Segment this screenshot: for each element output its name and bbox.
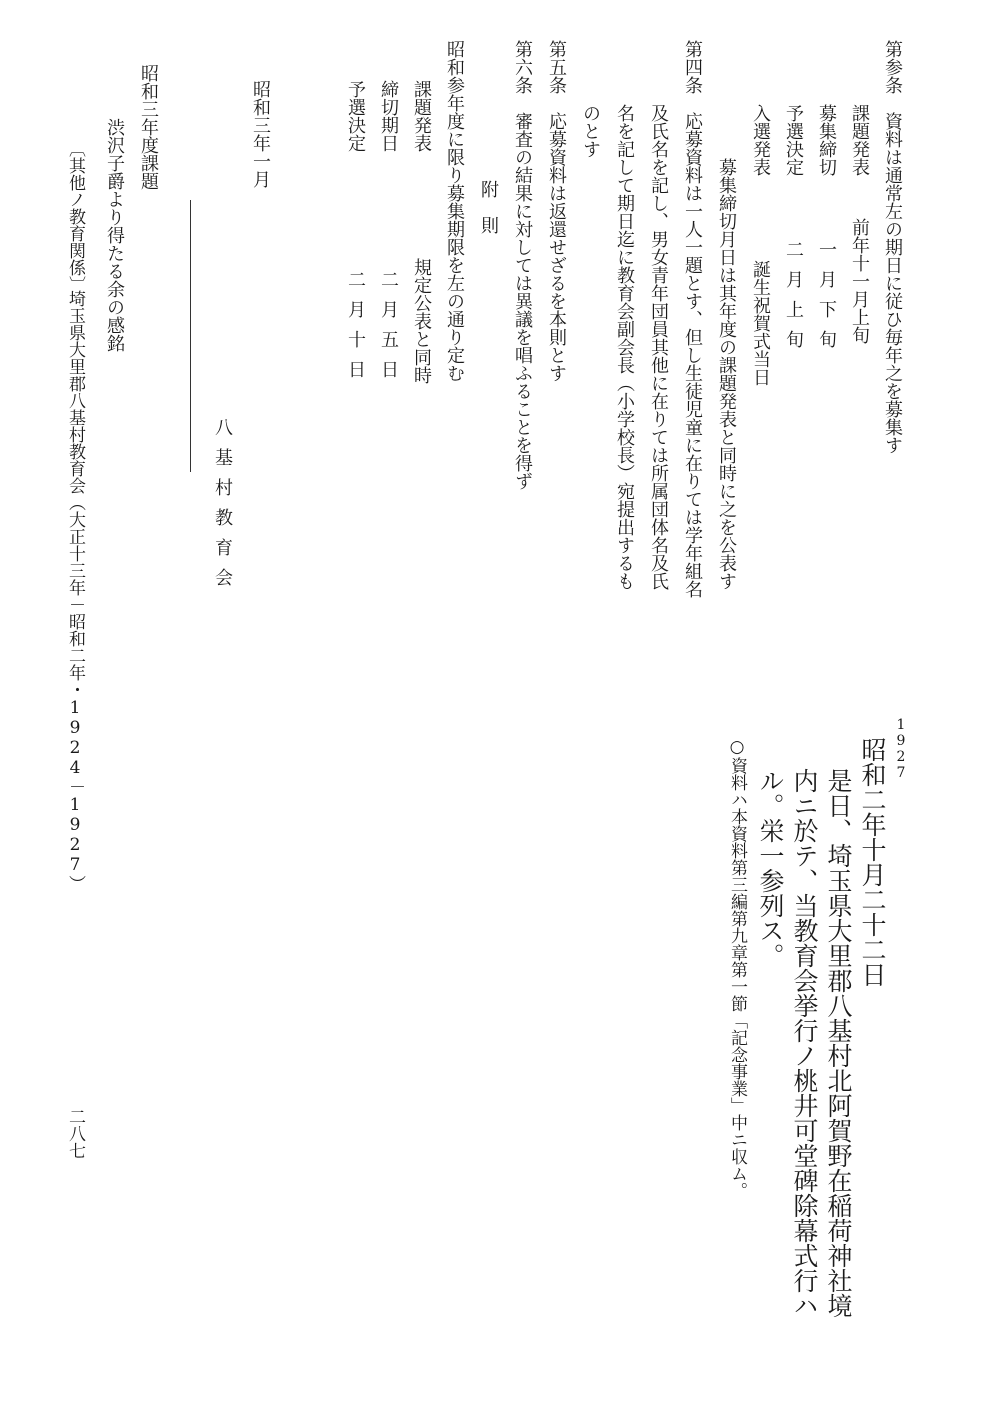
schedule-value-yosen: 二月上旬: [783, 240, 804, 360]
entry-year: 1927: [893, 717, 909, 781]
entry-source-note: ○資料ハ本資料第三編第九章第一節「記念事業」中ニ収ム。: [727, 737, 747, 1199]
article-4-line-4: のとす: [580, 104, 601, 158]
schedule-label-nyusen: 入選発表: [750, 104, 771, 176]
schedule-label-kadai: 課題発表: [849, 104, 870, 176]
supplementary-value-yosen: 二月十日: [345, 270, 366, 390]
source-label: 埼玉県大里郡八基村教育会: [65, 290, 85, 494]
article-3-text: 第参条 資料は通常左の期日に従ひ毎年之を募集す: [882, 40, 903, 454]
supplementary-value-kadai: 規定公表と同時: [411, 258, 432, 384]
section-divider: [190, 200, 191, 472]
article-3-note: 募集締切月日は其年度の課題発表と同時に之を公表す: [716, 158, 737, 590]
topic-text: 渋沢子爵より得たる余の感銘: [104, 118, 125, 352]
article-4-line-1: 第四条 応募資料は一人一題とす、但し生徒児童に在りては学年組名: [682, 40, 703, 598]
entry-date-heading: 昭和二年十月二十二日: [858, 737, 887, 987]
supplementary-heading: 附 則: [478, 180, 499, 234]
supplementary-label-shimekiri: 締切期日: [378, 80, 399, 152]
issue-date: 昭和三年一月: [250, 80, 271, 188]
entry-body-line-1: 是日、埼玉県大里郡八基村北阿賀野在稲荷神社境: [824, 768, 853, 1318]
category-label: 〔其他ノ教育関係〕: [65, 140, 85, 293]
supplementary-label-yosen: 予選決定: [345, 80, 366, 152]
article-5-text: 第五条 応募資料は返還せざるを本則とす: [546, 40, 567, 382]
period-label: （大正十三年－昭和二年・1924－1927）: [65, 494, 85, 892]
schedule-value-nyusen: 誕生祝賀式当日: [750, 260, 771, 386]
article-4-line-2: 及氏名を記し、男女青年団員其他に在りては所属団体名及氏: [648, 104, 669, 590]
schedule-value-boshu: 一月下旬: [816, 240, 837, 360]
entry-body-line-2: 内ニ於テ、当教育会挙行ノ桃井可堂碑除幕式行ハ: [790, 768, 819, 1318]
supplementary-value-shimekiri: 二月五日: [378, 270, 399, 390]
page-number: 二八七: [65, 1108, 85, 1159]
article-6-text: 第六条 審査の結果に対しては異議を唱ふることを得ず: [512, 40, 533, 490]
signature: 八基村教育会: [212, 418, 233, 598]
supplementary-label-kadai: 課題発表: [411, 80, 432, 152]
entry-body-line-3: ル。栄一参列ス。: [756, 768, 785, 968]
schedule-label-boshu: 募集締切: [816, 104, 837, 176]
schedule-value-kadai: 前年十一月上旬: [849, 218, 870, 344]
schedule-label-yosen: 予選決定: [783, 104, 804, 176]
topic-year: 昭和三年度課題: [138, 64, 159, 190]
article-4-line-3: 名を記して期日迄に教育会副会長（小学校長）宛提出するも: [614, 104, 635, 590]
supplementary-text: 昭和参年度に限り募集期限を左の通り定む: [444, 40, 465, 382]
